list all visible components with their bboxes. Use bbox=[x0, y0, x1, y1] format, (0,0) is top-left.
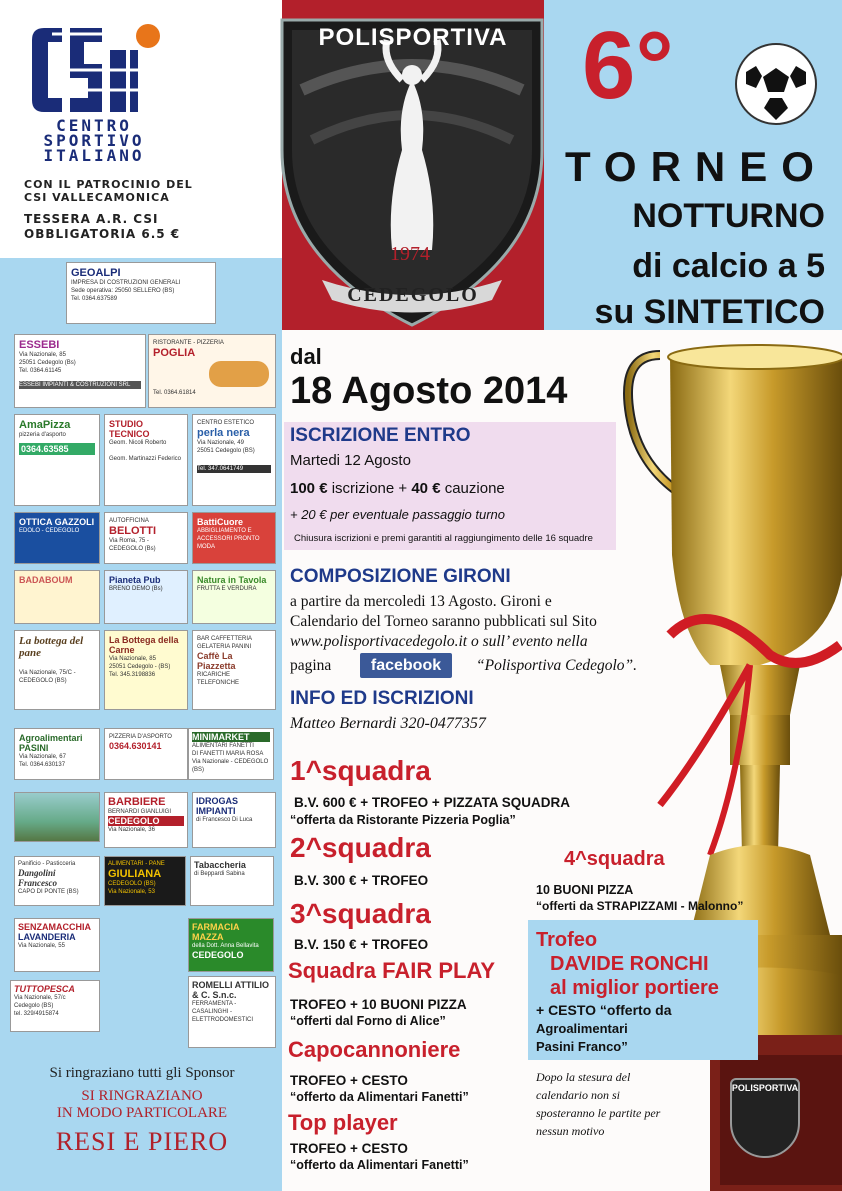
facebook-page-name: “Polisportiva Cedegolo”. bbox=[476, 657, 638, 674]
prize-scorer-line2: “offerto da Alimentari Fanetti” bbox=[290, 1090, 469, 1104]
prize-1st-title: 1^squadra bbox=[290, 755, 431, 786]
sponsor-strapizzami: PIZZERIA D'ASPORTO 0364.630141 bbox=[104, 728, 188, 780]
sponsor-photo-landscape bbox=[14, 792, 100, 842]
prize-goalkeeper-line1: + CESTO “offerto da bbox=[536, 1002, 672, 1018]
sponsor-perla-nera: CENTRO ESTETICO perla nera Via Nazionale, 49 25051 Cedegolo (BS) Tel. 347.0641749 bbox=[192, 414, 276, 506]
start-date: 18 Agosto 2014 bbox=[290, 370, 568, 412]
sponsor-tabaccheria: Tabaccheria di Beppardi Sabina bbox=[190, 856, 274, 906]
edition-number: 6° bbox=[582, 12, 674, 119]
sponsor-bottega-pane: La bottega del pane Via Nazionale, 75/C - CEDEGOLO (BS) bbox=[14, 630, 100, 710]
sponsor-idrogas: IDROGAS IMPIANTI di Francesco Di Luca bbox=[192, 792, 276, 848]
sponsor-badaboum: BADABOUM bbox=[14, 570, 100, 624]
prize-topplayer-line2: “offerto da Alimentari Fanetti” bbox=[290, 1158, 469, 1172]
info-title: INFO ED ISCRIZIONI bbox=[290, 688, 474, 709]
title-torneo: TORNEO bbox=[565, 143, 828, 190]
sponsor-giuliana: ALIMENTARI - PANE GIULIANA CEDEGOLO (BS) Via Nazionale, 53 bbox=[104, 856, 186, 906]
registration-extra: + 20 € per eventuale passaggio turno bbox=[290, 507, 506, 522]
prize-topplayer-title: Top player bbox=[288, 1110, 398, 1135]
prize-goalkeeper-line3: Pasini Franco” bbox=[536, 1039, 628, 1054]
sponsor-ottica-gazzoli: OTTICA GAZZOLI EDOLO - CEDEGOLO bbox=[14, 512, 100, 564]
prize-goalkeeper-line2: Agroalimentari bbox=[536, 1021, 628, 1036]
thanks-resi-piero: RESI E PIERO bbox=[55, 1127, 229, 1156]
facebook-badge[interactable]: facebook bbox=[360, 653, 452, 678]
pizza-image bbox=[209, 361, 269, 387]
sponsor-piazzetta: BAR CAFFETTERIA GELATERIA PANINI Caffè La Piazzetta RICARICHE TELEFONICHE bbox=[192, 630, 276, 710]
prize-fairplay-title: Squadra FAIR PLAY bbox=[288, 958, 496, 983]
club-name: POLISPORTIVA bbox=[318, 24, 508, 51]
csi-patrocinio: CON IL PATROCINIO DEL CSI VALLECAMONICA bbox=[24, 178, 193, 204]
registration-fees: 100 € iscrizione + 40 € cauzione bbox=[290, 480, 505, 497]
registration-deadline: Martedi 12 Agosto bbox=[290, 452, 411, 469]
title-calcio: di calcio a 5 bbox=[632, 247, 825, 285]
groups-pagina: pagina bbox=[290, 657, 332, 674]
sponsor-batticuore: BattiCuore ABBIGLIAMENTO E ACCESSORI PRONTO MODA bbox=[192, 512, 276, 564]
prize-1st-line1: B.V. 600 € + TROFEO + PIZZATA SQUADRA bbox=[294, 795, 571, 810]
sponsor-essebi: ESSEBI Via Nazionale, 85 25051 Cedegolo (Bs) Tel. 0364.61145 ESSEBI IMPIANTI & COSTRUZIONI SRL bbox=[14, 334, 146, 408]
csi-logo-icon bbox=[22, 20, 162, 120]
sponsor-romelli: ROMELLI ATTILIO & C. S.n.c. FERRAMENTA - CASALINGHI - ELETTRODOMESTICI bbox=[188, 976, 276, 1048]
sponsor-belotti: AUTOFFICINA BELOTTI Via Roma, 75 - CEDEGOLO (Bs) bbox=[104, 512, 188, 564]
csi-header bbox=[0, 0, 282, 258]
sponsor-tuttopesca: TUTTOPESCA Via Nazionale, 57/c Cedegolo (BS) tel. 329/4915874 bbox=[10, 980, 100, 1032]
sponsor-geoalpi: GEOALPI IMPRESA DI COSTRUZIONI GENERALI Sede operativa: 25050 SELLERO (BS) Tel. 0364.637589 bbox=[66, 262, 216, 324]
sponsor-poglia: RISTORANTE - PIZZERIA POGLIA Tel. 0364.61814 bbox=[148, 334, 276, 408]
prize-4th-line2: “offerti da STRAPIZZAMI - Malonno” bbox=[536, 899, 744, 913]
prize-fairplay-line2: “offerti dal Forno di Alice” bbox=[290, 1014, 446, 1028]
club-town: CEDEGOLO bbox=[347, 284, 479, 306]
prize-3rd-title: 3^squadra bbox=[290, 898, 431, 929]
trophy-base-club: POLISPORTIVA bbox=[731, 1083, 799, 1093]
trophy-image bbox=[600, 335, 842, 1191]
date-from-label: dal bbox=[290, 344, 322, 369]
soccer-ball-icon bbox=[734, 42, 818, 126]
sponsor-barbiere: BARBIERE BERNARDI GIANLUIGI CEDEGOLO Via Nazionale, 36 bbox=[104, 792, 188, 848]
title-sintetico: su SINTETICO bbox=[594, 293, 825, 331]
sponsor-amapizza: AmaPizza pizzeria d'asporto 0364.63585 bbox=[14, 414, 100, 506]
groups-line-2: Calendario del Torneo saranno pubblicati sul Sito bbox=[290, 613, 597, 630]
prize-scorer-title: Capocannoniere bbox=[288, 1037, 461, 1062]
sponsor-farmacia: FARMACIA MAZZA della Dott. Anna Bellavita CEDEGOLO bbox=[188, 918, 274, 972]
csi-tessera: TESSERA A.R. CSI OBBLIGATORIA 6.5 € bbox=[24, 212, 181, 241]
sponsor-fanetti: MINIMARKET ALIMENTARI FANETTI DI FANETTI MARIA ROSA Via Nazionale - CEDEGOLO (BS) bbox=[188, 728, 274, 780]
club-year: 1974 bbox=[390, 243, 430, 265]
thanks-all-sponsors: Si ringraziano tutti gli Sponsor bbox=[49, 1065, 235, 1081]
sponsor-bottega-carne: La Bottega della Carne Via Nazionale, 85 25051 Cedegolo - (BS) Tel. 345.3198836 bbox=[104, 630, 188, 710]
prize-2nd-line1: B.V. 300 € + TROFEO bbox=[294, 873, 429, 888]
prize-4th-line1: 10 BUONI PIZZA bbox=[536, 883, 634, 897]
prize-topplayer-line1: TROFEO + CESTO bbox=[290, 1141, 408, 1156]
groups-line-3: www.polisportivacedegolo.it o sull’ evento nella bbox=[290, 633, 588, 650]
groups-title: COMPOSIZIONE GIRONI bbox=[290, 566, 511, 587]
sponsor-dangolini: Panificio - Pasticceria Dangolini Francesco CAPO DI PONTE (BS) bbox=[14, 856, 100, 906]
registration-title: ISCRIZIONE ENTRO bbox=[290, 425, 471, 446]
prize-1st-line2: “offerta da Ristorante Pizzeria Poglia” bbox=[290, 813, 516, 827]
prize-scorer-line1: TROFEO + CESTO bbox=[290, 1073, 408, 1088]
sponsor-lavanderia: SENZAMACCHIA LAVANDERIA Via Nazionale, 55 bbox=[14, 918, 100, 972]
groups-line-1: a partire da mercoledi 13 Agosto. Gironi e bbox=[290, 593, 552, 610]
csi-name: CENTRO SPORTIVO ITALIANO bbox=[43, 116, 145, 165]
prize-fairplay-line1: TROFEO + 10 BUONI PIZZA bbox=[290, 997, 467, 1012]
sponsor-pasini: Agroalimentari PASINI Via Nazionale, 67 Tel. 0364.630137 bbox=[14, 728, 100, 780]
sponsor-studio-tecnico: STUDIO TECNICO Geom. Nicoli Roberto Geom. Martinazzi Federico bbox=[104, 414, 188, 506]
sponsor-natura-in-tavola: Natura in Tavola FRUTTA E VERDURA bbox=[192, 570, 276, 624]
sponsor-column bbox=[0, 0, 282, 1191]
prize-2nd-title: 2^squadra bbox=[290, 832, 431, 863]
schedule-disclaimer: Dopo la stesura del calendario non si sposteranno le partite per nessun motivo bbox=[536, 1070, 661, 1138]
prize-goalkeeper-title: Trofeo DAVIDE RONCHI al miglior portiere bbox=[536, 929, 719, 999]
sponsor-pianeta-pub: Pianeta Pub BRENO DEMO (Bs) bbox=[104, 570, 188, 624]
title-notturno: NOTTURNO bbox=[632, 197, 825, 235]
prize-3rd-line1: B.V. 150 € + TROFEO bbox=[294, 937, 429, 952]
prize-4th-title: 4^squadra bbox=[564, 848, 665, 870]
info-contact: Matteo Bernardi 320-0477357 bbox=[290, 715, 486, 732]
thanks-particular: SI RINGRAZIANO IN MODO PARTICOLARE bbox=[56, 1088, 228, 1121]
registration-note: Chiusura iscrizioni e premi garantiti al raggiungimento delle 16 squadre bbox=[294, 533, 593, 544]
